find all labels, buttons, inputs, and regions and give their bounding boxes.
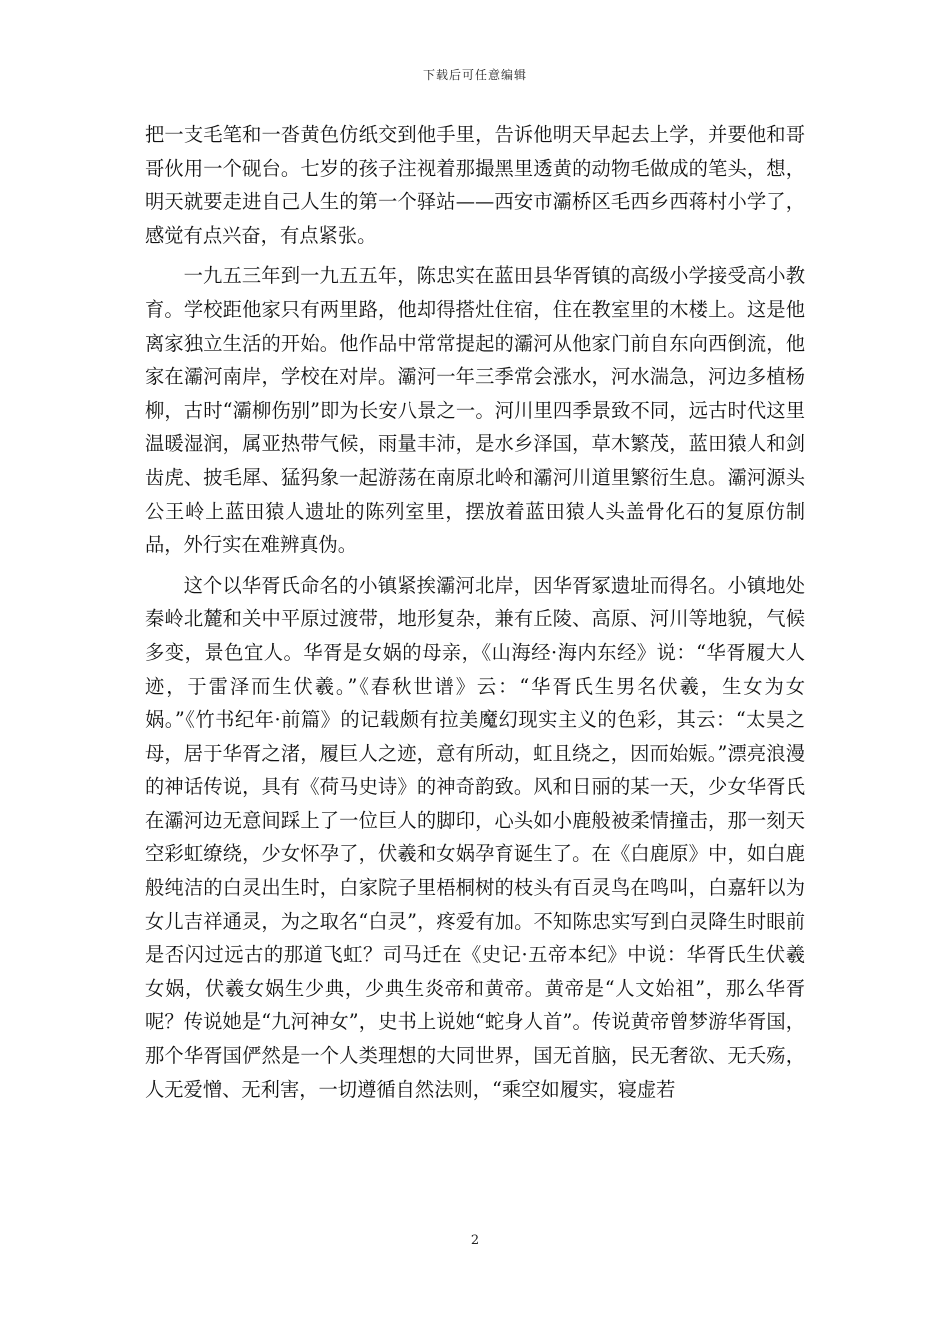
page-header: 下载后可任意编辑 [422,68,527,82]
paragraph-2: 一九五三年到一九五五年，陈忠实在蓝田县华胥镇的高级小学接受高小教育。学校距他家只有两里路，他却得搭灶住宿，住在教室里的木楼上。这是他离家独立生活的开始。他作品中常常提起的灞河从他家门前自东向西倒流，他家在灞河南岸，学校在对岸。灞河一年三季常会涨水，河水湍急，河边多植杨柳，古时“灞柳伤别”即为长安八景之一。河川里四季景致不同，远古时代这里温暖湿润，属亚热带气候，雨量丰沛，是水乡泽国，草木繁茂，蓝田猿人和剑齿虎、披毛犀、猛犸象一起游荡在南原北岭和灞河川道里繁衍生息。灞河源头公王岭上蓝田猿人遗址的陈列室里，摆放着蓝田猿人头盖骨化石的复原仿制品，外行实在难辨真伪。 [145,264,805,557]
paragraph-1: 把一支毛笔和一沓黄色仿纸交到他手里，告诉他明天早起去上学，并要他和哥哥伙用一个砚台。七岁的孩子注视着那撮黑里透黄的动物毛做成的笔头，想，明天就要走进自己人生的第一个驿站——西安市灞桥区毛西乡西蒋村小学了，感觉有点兴奋，有点紧张。 [145,123,805,247]
page-number: 2 [470,1233,480,1248]
body-text [145,118,805,1113]
paragraph-3: 这个以华胥氏命名的小镇紧挨灞河北岸，因华胥冢遗址而得名。小镇地处秦岭北麓和关中平原过渡带，地形复杂，兼有丘陵、高原、河川等地貌，气候多变，景色宜人。华胥是女娲的母亲，《山海经·海内东经》说：“华胥履大人迹，于雷泽而生伏羲。”《春秋世谱》云：“华胥氏生男名伏羲，生女为女娲。”《竹书纪年·前篇》的记载颇有拉美魔幻现实主义的色彩，其云：“太昊之母，居于华胥之渚，履巨人之迹，意有所动，虹且绕之，因而始娠。”漂亮浪漫的神话传说，具有《荷马史诗》的神奇韵致。风和日丽的某一天，少女华胥氏在灞河边无意间踩上了一位巨人的脚印，心头如小鹿般被柔情撞击，那一刻天空彩虹缭绕，少女怀孕了，伏羲和女娲孕育诞生了。在《白鹿原》中，如白鹿般纯洁的白灵出生时，白家院子里梧桐树的枝头有百灵鸟在鸣叫，白嘉轩以为女儿吉祥通灵，为之取名“白灵”，疼爱有加。不知陈忠实写到白灵降生时眼前是否闪过远古的那道飞虹？司马迁在《史记·五帝本纪》中说：华胥氏生伏羲女娲，伏羲女娲生少典，少典生炎帝和黄帝。黄帝是“人文始祖”，那么华胥呢？传说她是“九河神女”，史书上说她“蛇身人首”。传说黄帝曾梦游华胥国，那个华胥国俨然是一个人类理想的大同世界，国无首脑，民无奢欲、无夭殇，人无爱憎、无利害，一切遵循自然法则，“乘空如履实，寝虚若 [145,573,805,1101]
